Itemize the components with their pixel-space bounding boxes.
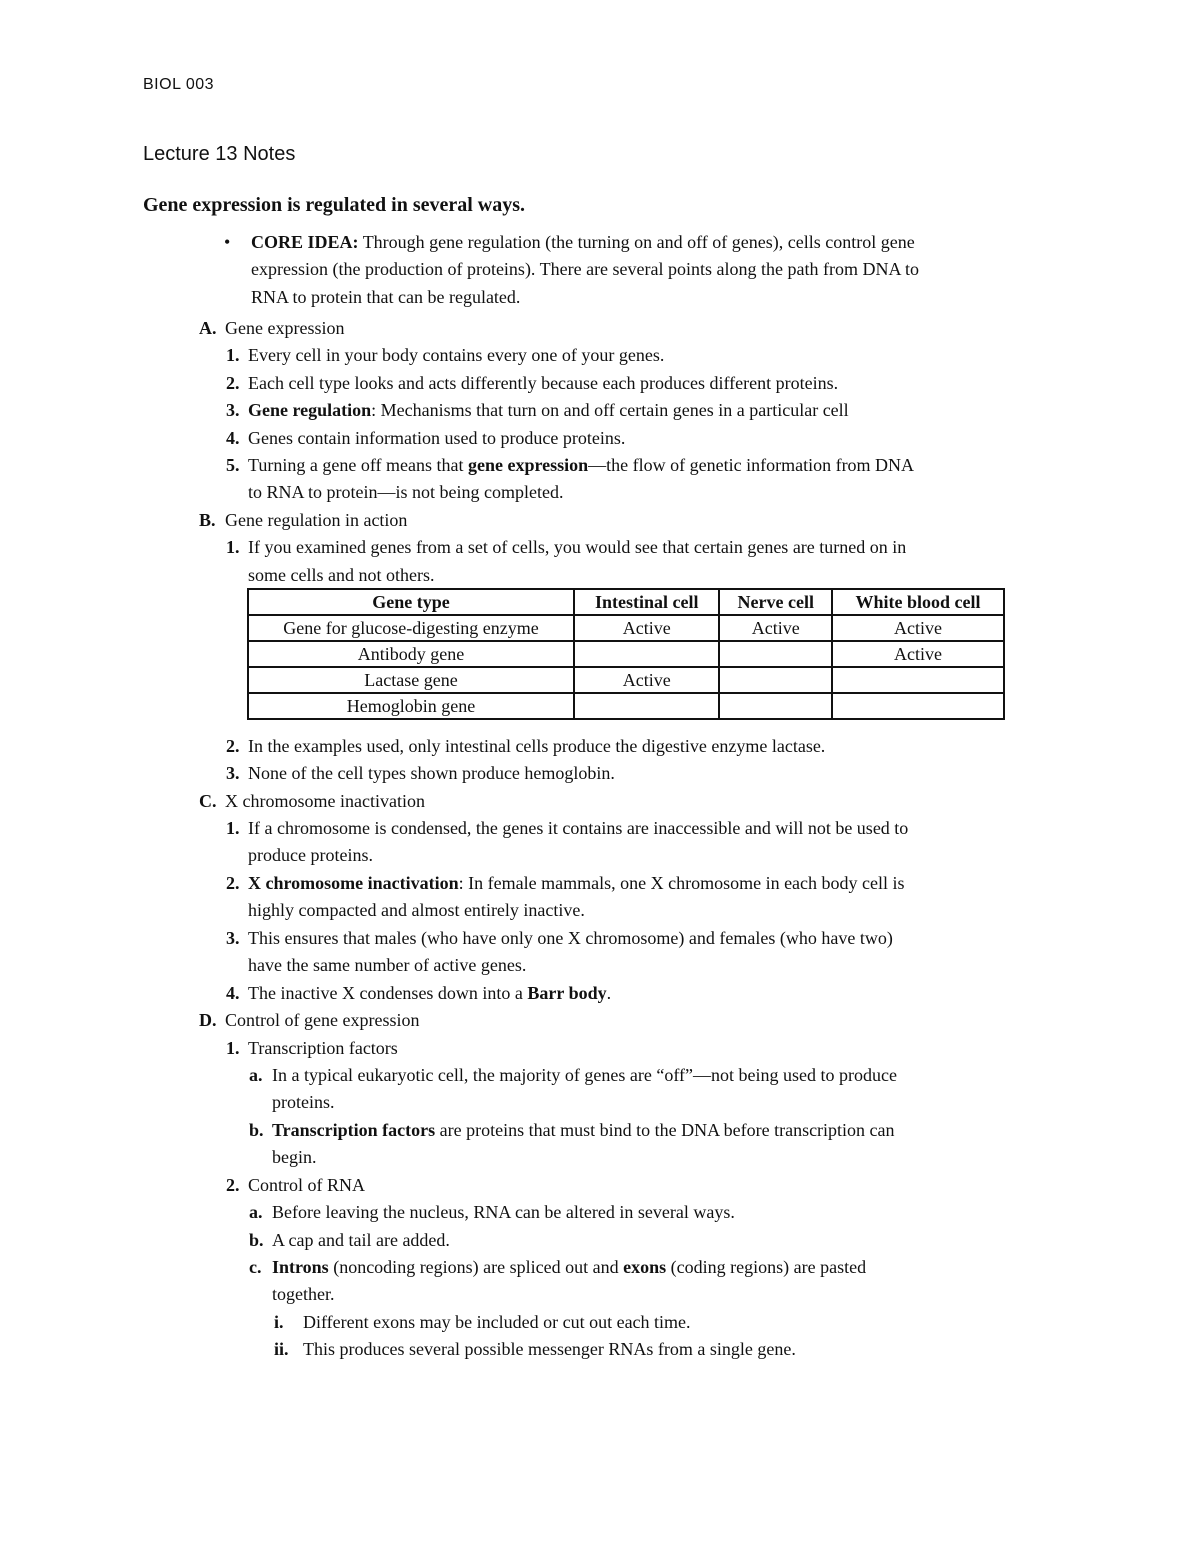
list-item-continued: some cells and not others. [248,565,435,585]
list-number: 2. [226,873,240,893]
column-header: Nerve cell [719,589,832,615]
course-code: BIOL 003 [143,76,215,93]
core-idea-line2: expression (the production of proteins). There are several points along the path from DNA to [251,259,919,279]
column-header: Intestinal cell [574,589,719,615]
list-number: 5. [226,455,240,475]
table-cell: Active [574,667,719,693]
table-cell: Gene for glucose-digesting enzyme [248,615,574,641]
table-row [248,641,1004,667]
list-letter: c. [249,1257,262,1277]
table-cell [719,641,832,667]
sub-list-item: A cap and tail are added. [272,1230,450,1250]
list-letter: a. [249,1202,263,1222]
list-item-continued: have the same number of active genes. [248,955,527,975]
list-letter: b. [249,1230,264,1250]
sub-list-item-continued: together. [272,1284,335,1304]
table-header-row [248,589,1004,615]
section-b-title: Gene regulation in action [225,510,408,530]
table-cell [719,667,832,693]
list-item: If a chromosome is condensed, the genes it contains are inaccessible and will not be used to [248,818,909,838]
list-item: This ensures that males (who have only one X chromosome) and females (who have two) [248,928,893,948]
table-cell [832,693,1004,719]
section-d-marker: D. [199,1010,217,1030]
list-number: 2. [226,736,240,756]
table-cell [574,693,719,719]
list-number: 1. [226,537,240,557]
list-letter: a. [249,1065,263,1085]
list-number: 4. [226,428,240,448]
list-roman: ii. [274,1339,289,1359]
list-item: Each cell type looks and acts differently because each produces different proteins. [248,373,839,393]
table-cell [832,667,1004,693]
sub-list-item-continued: proteins. [272,1092,335,1112]
core-idea-line1: CORE IDEA: Through gene regulation (the turning on and off of genes), cells control gene [251,232,915,252]
list-item: Turning a gene off means that gene expression—the flow of genetic information from DNA [248,455,915,475]
list-item: Every cell in your body contains every one of your genes. [248,345,665,365]
list-number: 3. [226,763,240,783]
list-item-continued: highly compacted and almost entirely inactive. [248,900,585,920]
sub-list-item: Transcription factors are proteins that must bind to the DNA before transcription can [272,1120,895,1140]
table-row [248,667,1004,693]
sub-sub-list-item: This produces several possible messenger RNAs from a single gene. [303,1339,796,1359]
list-item: Transcription factors [248,1038,398,1058]
list-number: 1. [226,1038,240,1058]
list-number: 3. [226,928,240,948]
section-a-title: Gene expression [225,318,345,338]
section-d-title: Control of gene expression [225,1010,420,1030]
list-number: 3. [226,400,240,420]
table-cell: Active [719,615,832,641]
list-item-continued: produce proteins. [248,845,373,865]
list-number: 4. [226,983,240,1003]
list-number: 2. [226,1175,240,1195]
table-cell: Active [832,641,1004,667]
list-item: Gene regulation: Mechanisms that turn on and off certain genes in a particular cell [248,400,849,420]
sub-list-item-continued: begin. [272,1147,317,1167]
section-heading: Gene expression is regulated in several ways. [143,194,526,216]
table-cell: Lactase gene [248,667,574,693]
list-letter: b. [249,1120,264,1140]
list-roman: i. [274,1312,284,1332]
table-row [248,693,1004,719]
list-item: Control of RNA [248,1175,365,1195]
list-item: The inactive X condenses down into a Barr body. [248,983,612,1003]
table-row [248,615,1004,641]
list-item: None of the cell types shown produce hemoglobin. [248,763,615,783]
section-c-marker: C. [199,791,217,811]
list-number: 2. [226,373,240,393]
core-idea-line3: RNA to protein that can be regulated. [251,287,521,307]
column-header: White blood cell [832,589,1004,615]
list-item: X chromosome inactivation: In female mammals, one X chromosome in each body cell is [248,873,905,893]
sub-sub-list-item: Different exons may be included or cut out each time. [303,1312,691,1332]
section-c-title: X chromosome inactivation [225,791,425,811]
sub-list-item: Introns (noncoding regions) are spliced out and exons (coding regions) are pasted [272,1257,867,1277]
list-item: In the examples used, only intestinal cells produce the digestive enzyme lactase. [248,736,826,756]
list-number: 1. [226,345,240,365]
table-cell: Hemoglobin gene [248,693,574,719]
gene-activity-table [247,588,1005,720]
column-header: Gene type [248,589,574,615]
bullet-marker: • [224,232,231,252]
table-cell: Active [832,615,1004,641]
lecture-title: Lecture 13 Notes [143,143,296,165]
table-cell: Active [574,615,719,641]
table-cell: Antibody gene [248,641,574,667]
section-b-marker: B. [199,510,216,530]
list-number: 1. [226,818,240,838]
list-item-continued: to RNA to protein—is not being completed. [248,482,564,502]
table-cell [574,641,719,667]
list-item: Genes contain information used to produce proteins. [248,428,626,448]
table-cell [719,693,832,719]
sub-list-item: Before leaving the nucleus, RNA can be altered in several ways. [272,1202,735,1222]
list-item: If you examined genes from a set of cells, you would see that certain genes are turned on in [248,537,907,557]
sub-list-item: In a typical eukaryotic cell, the majority of genes are “off”—not being used to produce [272,1065,897,1085]
section-a-marker: A. [199,318,217,338]
